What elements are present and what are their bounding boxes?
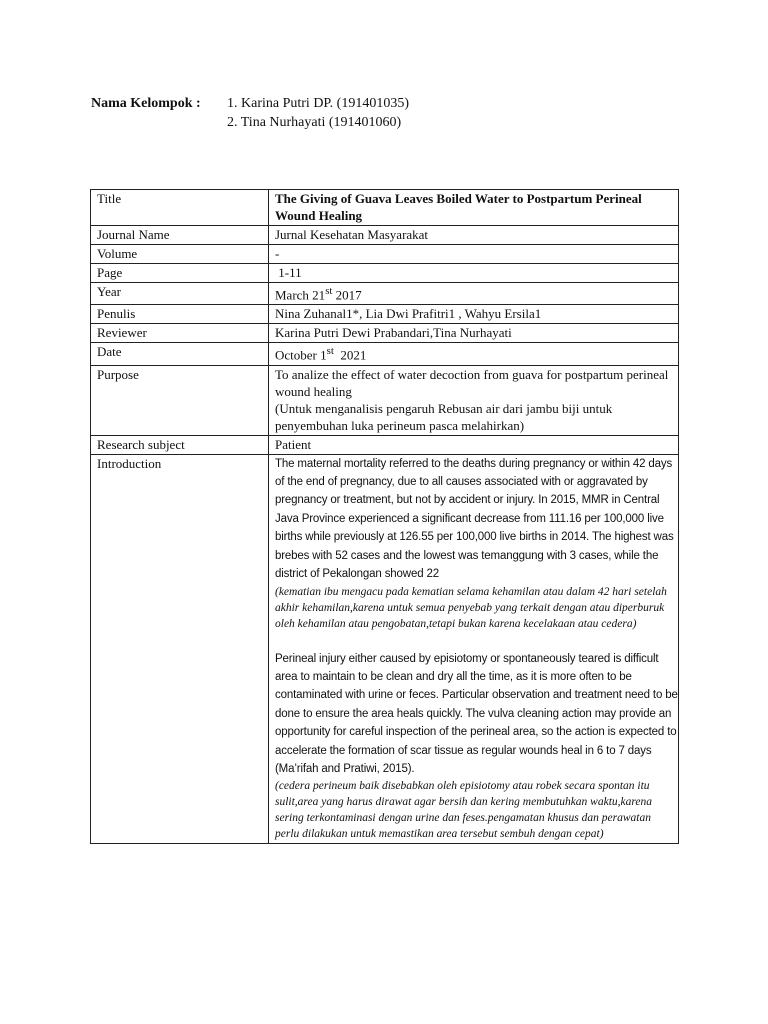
year-number: 2017 [332,287,362,303]
date-year: 2021 [333,347,367,363]
journal-value: Jurnal Kesehatan Masyarakat [269,226,679,245]
journal-review-table [90,189,679,844]
year-label: Year [91,283,269,305]
purpose-label: Purpose [91,365,269,435]
paragraph-spacer [275,632,678,650]
introduction-paragraph-2: Perineal injury either caused by episiotomy or spontaneously teared is difficult area to maintain to be clean and dry all the time, as it is more often to be contaminated with urine or feces. Particular observation and treatment need to be done to ensure the area heals quickly. The vulva cleaning action may provide an opportunity for careful inspection of the perineal area, so the action is expected to accelerate the formation of scar tissue as regular wounds heal in 6 to 7 days (Ma’rifah and Pratiwi, 2015). [275,652,678,775]
page-value: 1-11 [269,264,679,283]
reviewer-label: Reviewer [91,324,269,343]
penulis-value: Nina Zuhanal1*, Lia Dwi Prafitri1 , Wahyu Ersila1 [269,305,679,324]
introduction-paragraph-1: The maternal mortality referred to the deaths during pregnancy or within 42 days of the end of pregnancy, due to all causes associated with or aggravated by pregnancy or treatment, but not by accident or injury. In 2015, MMR in Central Java Province experienced a significant decrease from 111.16 per 100,000 live births while previously at 126.55 per 100,000 live births in 2014. The highest was brebes with 52 cases and the lowest was temanggung with 3 cases, while the district of Pekalongan showed 22 [275,457,674,581]
introduction-value [269,454,679,844]
group-member-2: 2. Tina Nurhayati (191401060) [227,115,402,130]
row-page [91,264,679,283]
date-ordinal: st [326,345,334,358]
row-year [91,283,679,305]
research-subject-value: Patient [269,435,679,454]
group-member-1: 1. Karina Putri DP. (191401035) [227,96,409,111]
row-introduction [91,454,679,844]
page-label: Page [91,264,269,283]
title-value: The Giving of Guava Leaves Boiled Water to Postpartum Perineal Wound Healing [269,190,679,226]
title-label: Title [91,190,269,226]
journal-label: Journal Name [91,226,269,245]
introduction-paragraph-2-translation: (cedera perineum baik disebabkan oleh episiotomy atau robek secara spontan itu sulit,area yang harus dirawat agar bersih dan kering membutuhkan waktu,karena sering terkontaminasi dengan urine dan feses.pengamatan khusus dan perawatan perlu dilakukan untuk memastikan area tersebut sembuh dengan cepat) [275,780,653,841]
purpose-english: To analize the effect of water decoction from guava for postpartum perineal wound healing [275,366,669,399]
row-research-subject [91,435,679,454]
volume-label: Volume [91,245,269,264]
row-purpose [91,365,679,435]
row-title [91,190,679,226]
group-label: Nama Kelompok : [91,96,201,111]
volume-value: - [269,245,679,264]
row-volume [91,245,679,264]
row-journal [91,226,679,245]
row-date [91,343,679,365]
reviewer-value: Karina Putri Dewi Prabandari,Tina Nurhayati [269,324,679,343]
row-penulis [91,305,679,324]
row-reviewer [91,324,679,343]
year-ordinal: st [325,285,333,297]
date-label: Date [91,343,269,365]
year-month-day: March 21 [275,287,326,303]
introduction-label: Introduction [91,454,269,844]
purpose-value [269,365,679,435]
research-subject-label: Research subject [91,435,269,454]
introduction-paragraph-1-translation: (kematian ibu mengacu pada kematian selama kehamilan atau dalam 42 hari setelah akhir kehamilan,karena untuk semua penyebab yang terkait dengan atau diperburuk oleh kehamilan atau pengobatan,tetapi bukan karena kecelakaan atau cedera) [275,585,667,630]
purpose-indonesian: (Untuk menganalisis pengaruh Rebusan air dari jambu biji untuk penyembuhan luka perineum pasca melahirkan) [275,400,613,433]
date-value [269,343,679,365]
date-month-day: October 1 [275,347,327,363]
year-value [269,283,679,305]
penulis-label: Penulis [91,305,269,324]
